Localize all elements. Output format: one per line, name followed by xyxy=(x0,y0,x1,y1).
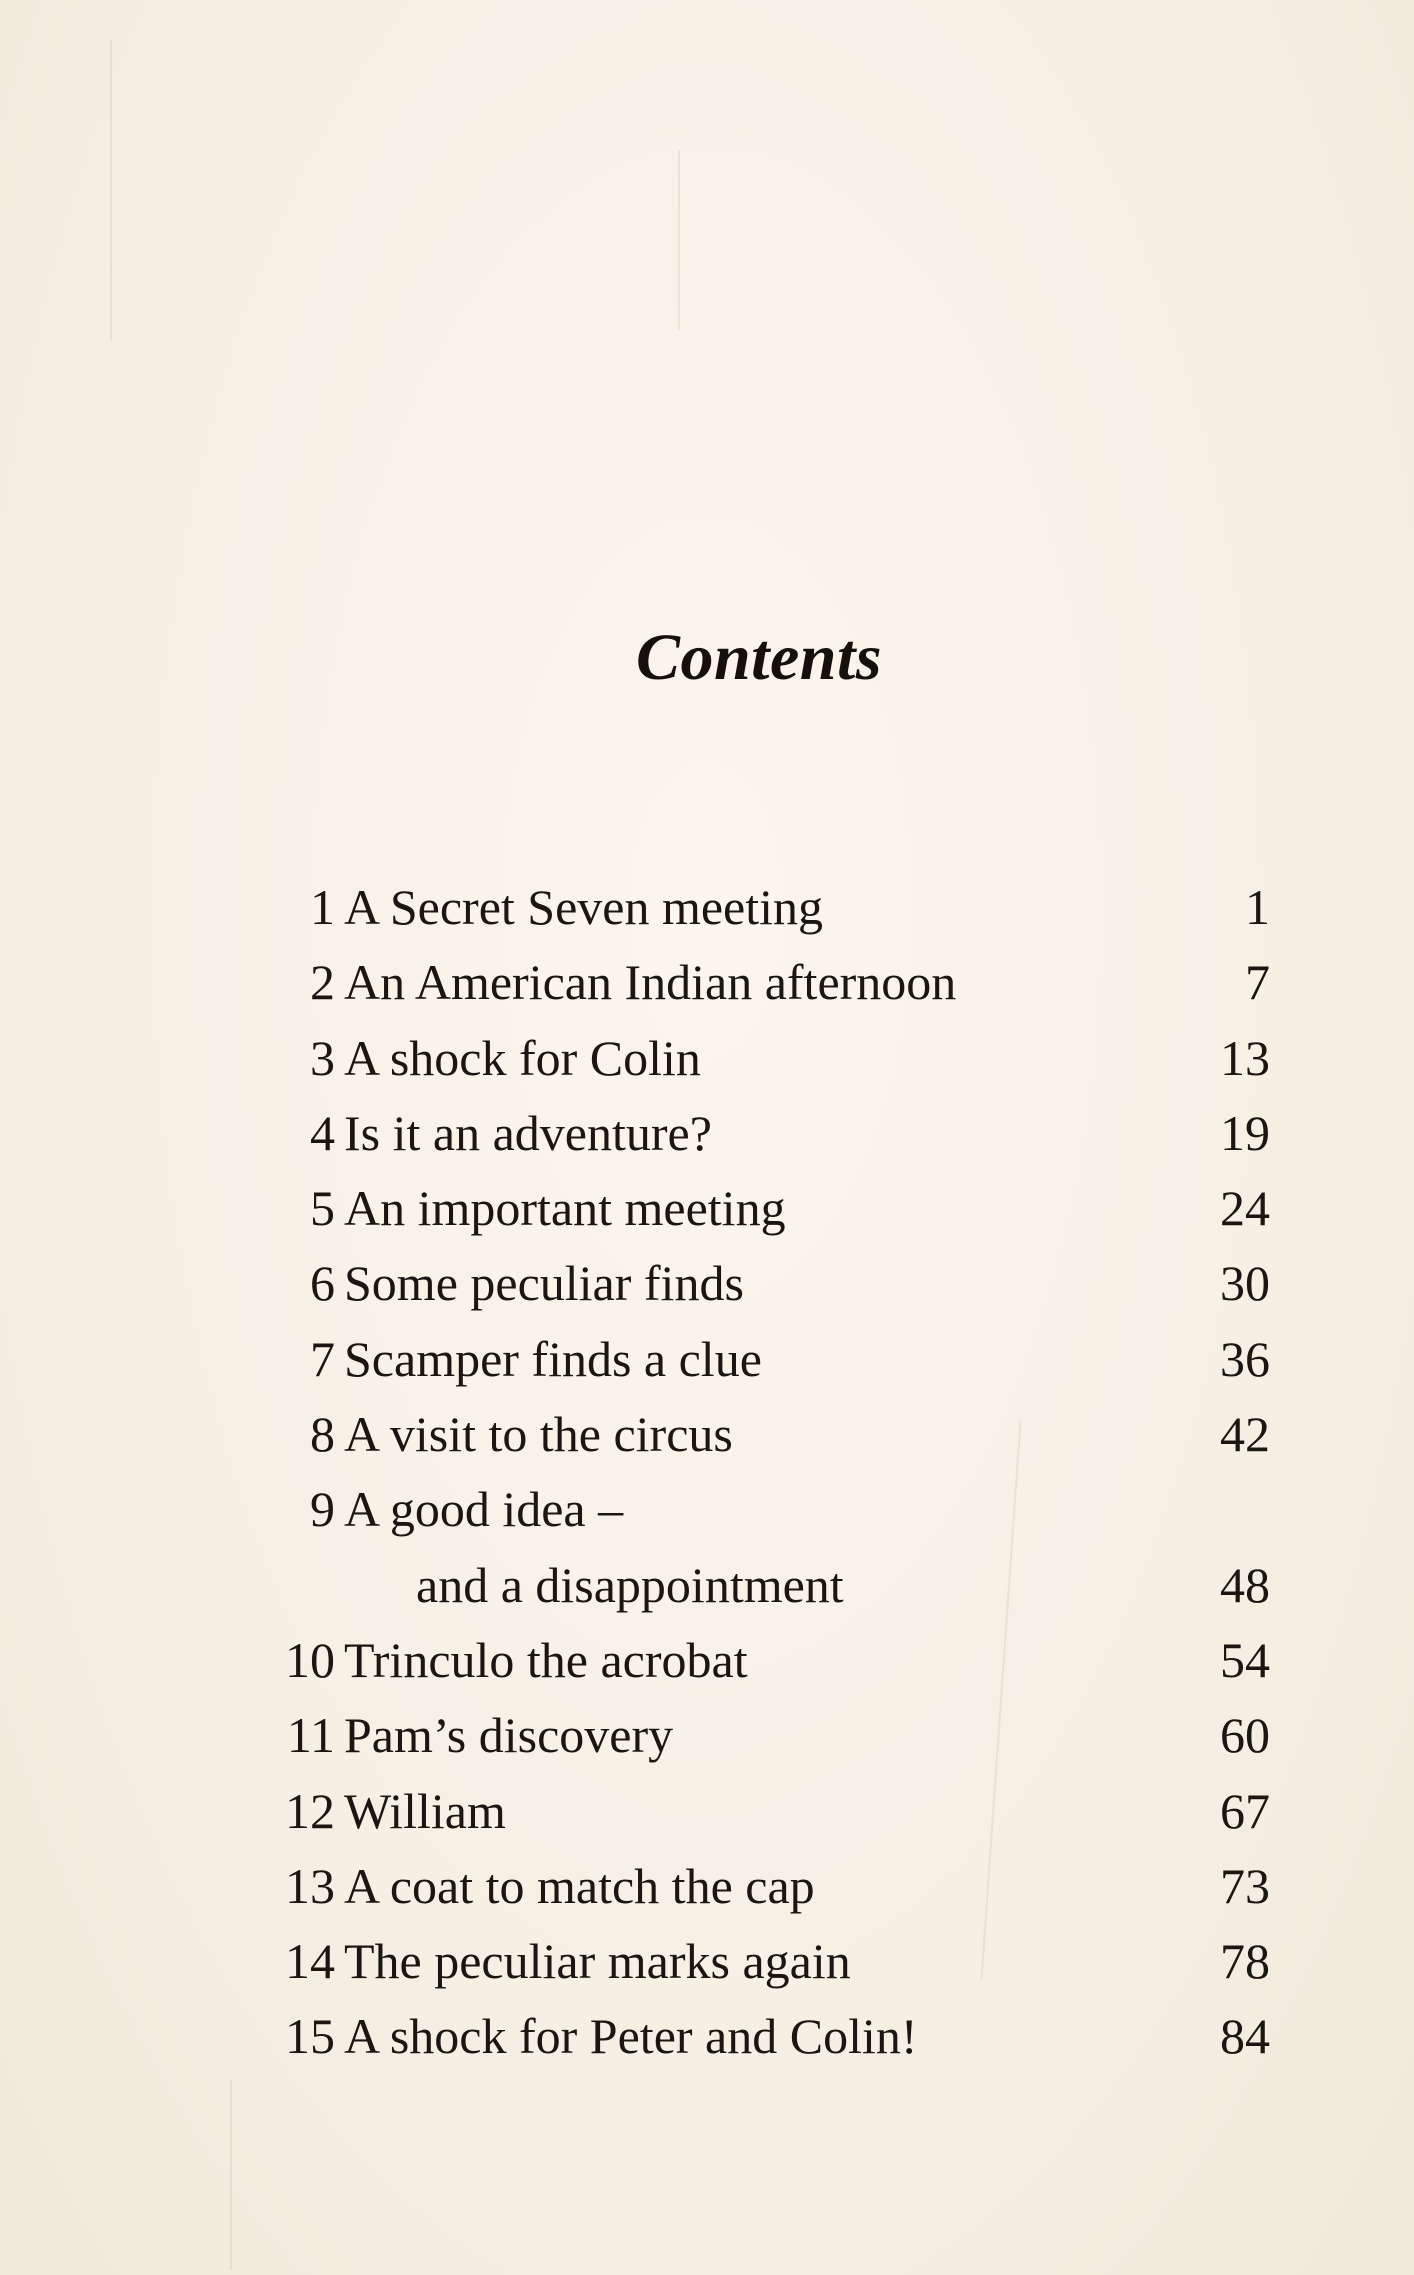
page-number: 84 xyxy=(1220,2008,1270,2065)
chapter-title: Trinculo the acrobat xyxy=(344,1631,748,1688)
page-number: 78 xyxy=(1220,1933,1270,1990)
paper-mark xyxy=(110,40,112,340)
page-number: 67 xyxy=(1220,1782,1270,1839)
chapter-title: A visit to the circus xyxy=(344,1406,733,1463)
chapter-title: William xyxy=(344,1782,506,1839)
toc-entry-10 xyxy=(250,1623,1270,1698)
chapter-number: 8 xyxy=(310,1406,335,1463)
page-number: 13 xyxy=(1220,1029,1270,1086)
toc-entry-7 xyxy=(250,1322,1270,1397)
toc-entry-9-continued xyxy=(250,1548,1270,1623)
page-number: 42 xyxy=(1220,1406,1270,1463)
toc-entry-11 xyxy=(250,1698,1270,1773)
chapter-number: 1 xyxy=(310,879,335,935)
page-number: 1 xyxy=(1245,879,1270,935)
chapter-number: 14 xyxy=(285,1933,335,1990)
chapter-title: A Secret Seven meeting xyxy=(344,879,824,935)
chapter-title: The peculiar marks again xyxy=(344,1933,851,1990)
chapter-number: 5 xyxy=(310,1180,335,1237)
page-number: 48 xyxy=(1220,1556,1270,1613)
chapter-title: An important meeting xyxy=(344,1180,786,1237)
chapter-title-continuation: and a disappointment xyxy=(416,1556,844,1613)
chapter-number: 13 xyxy=(285,1857,335,1914)
page-number: 36 xyxy=(1220,1330,1270,1387)
toc-entry-1 xyxy=(250,870,1270,945)
toc-entry-14 xyxy=(250,1924,1270,1999)
toc-entry-8 xyxy=(250,1397,1270,1472)
chapter-number: 15 xyxy=(285,2008,335,2065)
chapter-title: A shock for Peter and Colin! xyxy=(344,2008,918,2065)
page-number: 7 xyxy=(1245,954,1270,1011)
page-number: 60 xyxy=(1220,1707,1270,1764)
chapter-title: Is it an adventure? xyxy=(344,1104,712,1161)
toc-entry-5 xyxy=(250,1171,1270,1246)
chapter-number: 11 xyxy=(286,1707,335,1764)
toc-entry-4 xyxy=(250,1096,1270,1171)
chapter-number: 7 xyxy=(310,1330,335,1387)
chapter-title: An American Indian afternoon xyxy=(344,954,957,1011)
chapter-number: 2 xyxy=(310,954,335,1011)
page-number: 30 xyxy=(1220,1255,1270,1312)
chapter-title: A shock for Colin xyxy=(344,1029,701,1086)
table-of-contents xyxy=(250,870,1270,2075)
chapter-number: 3 xyxy=(310,1029,335,1086)
paper-mark xyxy=(678,150,680,330)
toc-entry-13 xyxy=(250,1849,1270,1924)
chapter-number: 9 xyxy=(310,1481,335,1538)
chapter-title: A coat to match the cap xyxy=(344,1857,815,1914)
toc-entry-3 xyxy=(250,1021,1270,1096)
page-number: 24 xyxy=(1220,1180,1270,1237)
chapter-title: Pam’s discovery xyxy=(344,1707,674,1764)
toc-entry-6 xyxy=(250,1246,1270,1321)
chapter-title: A good idea – xyxy=(344,1481,624,1538)
chapter-title: Scamper finds a clue xyxy=(344,1330,762,1387)
page-number: 19 xyxy=(1220,1104,1270,1161)
paper-mark xyxy=(230,2080,232,2270)
chapter-number: 12 xyxy=(285,1782,335,1839)
chapter-number: 4 xyxy=(310,1104,335,1161)
chapter-title: Some peculiar finds xyxy=(344,1255,744,1312)
chapter-number: 6 xyxy=(310,1255,335,1312)
page-number: 73 xyxy=(1220,1857,1270,1914)
toc-entry-2 xyxy=(250,945,1270,1020)
page-title: Contents xyxy=(635,621,883,694)
toc-entry-15 xyxy=(250,1999,1270,2074)
toc-entry-12 xyxy=(250,1774,1270,1849)
page-number: 54 xyxy=(1220,1631,1270,1688)
chapter-number: 10 xyxy=(285,1631,335,1688)
toc-entry-9 xyxy=(250,1472,1270,1547)
